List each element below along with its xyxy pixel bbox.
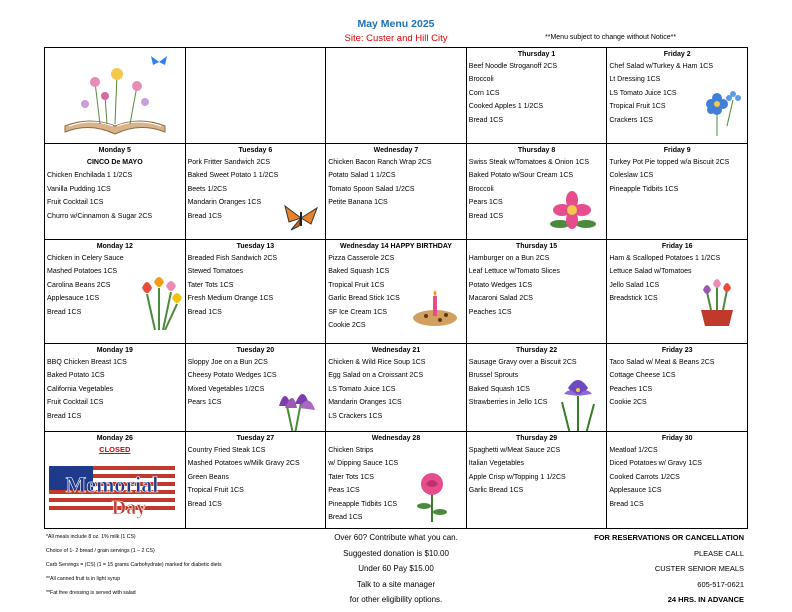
menu-item: Baked Squash 1CS [328,268,390,276]
menu-calendar [44,47,748,529]
day-cell [466,144,607,240]
day-cell [607,432,748,529]
menu-item: Ham & Scalloped Potatoes 1 1/2CS [609,255,721,262]
menu-item: Egg Salad on a Croissant 2CS [328,372,424,380]
menu-item: Tater Tots 1CS [328,473,374,481]
day-cell [466,432,607,529]
menu-item: Cottage Cheese 1CS [609,372,676,380]
day-cell [466,344,607,432]
week-row [45,432,748,529]
note-line: **Fat free dressing is served with salad [46,590,136,596]
menu-item: Cooked Carrots 1/2CS [609,473,680,481]
menu-item: Bread 1CS [328,514,363,522]
menu-item: Cookie 2CS [609,399,647,407]
menu-item: Sausage Gravy over a Biscuit 2CS [468,359,577,366]
menu-item: Carolina Beans 2CS [47,281,111,289]
donation-line: Talk to a site manager [356,579,436,589]
day-cell [326,48,467,144]
menu-item: Baked Squash 1CS [468,385,530,393]
menu-item: Baked Potato 1CS [47,372,105,380]
menu-item: Chicken Enchilada 1 1/2CS [47,172,133,180]
day-header: Tuesday 6 [238,147,273,154]
week-row [45,240,748,344]
tulip-pot-icon [695,278,739,328]
menu-item: Turkey Pot Pie topped w/a Biscuit 2CS [609,159,730,166]
day-header: Friday 30 [661,435,693,442]
menu-item: Cookie 2CS [328,322,366,330]
menu-item: Bread 1CS [187,500,222,508]
menu-item: Bread 1CS [468,116,504,124]
day-cell [45,240,186,344]
menu-item: Swiss Steak w/Tomatoes & Onion 1CS [468,159,589,166]
butterfly-icon [281,202,321,234]
cookie-candle-icon [410,288,460,328]
day-cell [185,144,326,240]
menu-item: Crackers 1CS [609,116,653,124]
menu-item: Applesauce 1CS [47,295,100,303]
menu-item: BBQ Chicken Breast 1CS [47,359,127,366]
note-line: **All canned fruit is in light syrup [46,576,121,582]
menu-item: Lt Dressing 1CS [609,76,661,84]
menu-item: Corn 1CS [468,89,500,97]
day-cell [607,240,748,344]
menu-item: Strawberries in Jello 1CS [468,399,548,407]
menu-item: Pizza Casserole 2CS [328,255,395,262]
menu-item: Applesauce 1CS [609,487,662,495]
day-cell [466,48,607,144]
day-cell [45,48,186,144]
day-cell [45,344,186,432]
day-header: Tuesday 27 [236,435,275,442]
pink-flower-icon [546,190,598,232]
week-row [45,144,748,240]
menu-item: Breadstick 1CS [609,295,658,303]
day-header: Monday 5 [98,147,131,154]
menu-item: Mandarin Oranges 1CS [328,399,402,407]
menu-item: Breaded Fish Sandwich 2CS [187,255,278,262]
tulips-icon [137,274,183,330]
menu-item: Garlic Bread Stick 1CS [328,295,400,303]
day-header: Thursday 8 [517,147,556,154]
day-header: Wednesday 21 [371,347,421,354]
reservation-line: FOR RESERVATIONS OR CANCELLATION [594,533,744,542]
menu-item: Sloppy Joe on a Bun 2CS [187,359,268,366]
day-cell [45,432,186,529]
day-word: Day [111,497,147,519]
closed-label: CLOSED [99,445,131,454]
day-cell [607,344,748,432]
day-header: Friday 2 [663,51,691,58]
menu-item: Pineapple Tidbits 1CS [609,185,679,193]
reservation-line: 24 HRS. IN ADVANCE [667,595,744,604]
memorial-day-icon [49,458,175,522]
reservation-line: PLEASE CALL [693,548,744,558]
menu-item: CINCO De MAYO [86,159,143,166]
phone-number: 605-517-0621 [697,579,744,589]
menu-item: Broccoli [468,76,494,84]
menu-item: Country Fried Steak 1CS [187,447,266,454]
day-header: Thursday 29 [515,435,558,442]
menu-item: Stewed Tomatoes [187,268,244,276]
day-cell [607,144,748,240]
menu-item: Chicken & Wild Rice Soup 1CS [328,359,426,366]
menu-item: Churro w/Cinnamon & Sugar 2CS [47,212,153,220]
menu-item: Apple Crisp w/Topping 1 1/2CS [468,473,566,481]
menu-item: Hamburger on a Bun 2CS [468,255,550,262]
menu-item: Bread 1CS [47,308,82,316]
menu-item: Potato Wedges 1CS [468,281,533,289]
day-header: Thursday 22 [515,347,558,354]
book-flowers-butterfly-icon [55,52,175,140]
menu-item: Broccoli [468,185,494,193]
day-header: Monday 26 [96,435,133,442]
menu-item: Italian Vegetables [468,460,525,468]
flag-graphic [49,458,175,522]
site-name: Site: Custer and Hill City [344,33,448,44]
menu-item: Chicken Bacon Ranch Wrap 2CS [328,159,432,166]
menu-item: Peas 1CS [328,487,360,495]
day-cell [45,144,186,240]
menu-item: Chicken Strips [328,447,374,454]
iris-icon [556,374,600,432]
menu-item: Cooked Apples 1 1/2CS [468,103,544,111]
menu-item: Mashed Potatoes w/Milk Gravy 2CS [187,460,300,468]
crocus-icon [269,382,319,432]
menu-item: Taco Salad w/ Meat & Beans 2CS [609,359,715,366]
menu-item: Lettuce Salad w/Tomatoes [609,268,692,276]
day-cell [185,344,326,432]
day-header: Friday 16 [661,243,693,250]
menu-item: Peaches 1CS [609,385,653,393]
blue-flowers-icon [697,86,743,136]
menu-item: Cheesy Potato Wedges 1CS [187,372,277,380]
menu-item: Chef Salad w/Turkey & Ham 1CS [609,63,713,70]
menu-item: Tropical Fruit 1CS [187,487,244,495]
menu-item: LS Tomato Juice 1CS [328,385,396,393]
day-header: Friday 23 [661,347,693,354]
donation-line: for other eligibility options. [349,595,443,604]
day-cell [466,240,607,344]
menu-item: LS Crackers 1CS [328,412,383,420]
day-header: Monday 12 [96,243,133,250]
menu-item: Macaroni Salad 2CS [468,295,533,303]
menu-item: Pork Fritter Sandwich 2CS [187,159,271,166]
donation-line: Under 60 Pay $15.00 [358,564,434,573]
menu-item: Petite Banana 1CS [328,199,388,207]
reservation-info [560,530,744,608]
menu-item: Tomato Spoon Salad 1/2CS [328,185,415,193]
menu-item: Leaf Lettuce w/Tomato Slices [468,268,560,276]
menu-item: Bread 1CS [468,212,504,220]
menu-item: Tropical Fruit 1CS [609,103,666,111]
rose-icon [412,470,452,522]
menu-item: Green Beans [187,473,229,481]
week-row [45,48,748,144]
menu-item: Peaches 1CS [468,308,512,316]
day-header: Tuesday 20 [236,347,275,354]
menu-item: Bread 1CS [187,308,222,316]
day-header: Thursday 15 [515,243,558,250]
day-header: Wednesday 7 [373,147,419,154]
nutrition-notes [46,530,306,600]
reservation-line: CUSTER SENIOR MEALS [654,564,744,573]
day-header: Tuesday 13 [236,243,275,250]
day-cell [185,48,326,144]
menu-item: Beef Noodle Stroganoff 2CS [468,63,557,70]
day-cell [607,48,748,144]
menu-item: Garlic Bread 1CS [468,487,524,495]
memorial-word: Memorial [65,472,159,497]
menu-item: w/ Dipping Sauce 1CS [328,460,399,468]
menu-item: Bread 1CS [187,212,222,220]
menu-item: California Vegetables [47,385,114,393]
menu-item: Spaghetti w/Meat Sauce 2CS [468,447,561,454]
change-notice: **Menu subject to change without Notice** [545,34,677,41]
menu-item: Baked Sweet Potato 1 1/2CS [187,172,279,180]
menu-title: May Menu 2025 [357,18,435,30]
menu-item: Jello Salad 1CS [609,281,660,289]
menu-item: Fresh Medium Orange 1CS [187,295,274,303]
menu-item: Coleslaw 1CS [609,172,654,180]
menu-item: Mixed Vegetables 1/2CS [187,385,265,393]
day-cell [185,240,326,344]
menu-item: Baked Potato w/Sour Cream 1CS [468,172,574,180]
menu-item: Brussel Sprouts [468,372,519,380]
day-header: Thursday 1 [517,51,556,58]
note-line: Choice of 1- 2 bread / grain servings (1 – 2 CS) [46,548,155,554]
menu-item: Beets 1/2CS [187,185,227,193]
day-cell [326,344,467,432]
donation-info [318,530,474,608]
note-line: Carb Servings = (CS) (1 = 15 grams Carbohydrate) marked for diabetic diets [46,562,222,568]
menu-item: Vanilla Pudding 1CS [47,185,111,193]
menu-item: Pears 1CS [187,399,222,407]
donation-line: Over 60? Contribute what you can. [334,533,458,542]
day-cell [185,432,326,529]
menu-item: Fruit Cocktail 1CS [47,199,104,207]
menu-item: Fruit Cocktail 1CS [47,399,104,407]
menu-item: Chicken in Celery Sauce [47,255,124,262]
menu-item: Meatloaf 1/2CS [609,447,658,454]
menu-item: LS Tomato Juice 1CS [609,89,677,97]
day-header: Wednesday 28 [371,435,421,442]
menu-item: Diced Potatoes w/ Gravy 1CS [609,460,702,468]
donation-line: Suggested donation is $10.00 [343,548,449,558]
day-header: Monday 19 [96,347,133,354]
day-cell [326,144,467,240]
menu-item: Bread 1CS [47,412,82,420]
menu-item: Potato Salad 1 1/2CS [328,172,396,180]
menu-item: Tropical Fruit 1CS [328,281,385,289]
note-line: *All meals include 8 oz. 1% milk (1 CS) [46,534,136,540]
menu-item: Bread 1CS [609,500,644,508]
day-cell [326,432,467,529]
menu-item: Tater Tots 1CS [187,281,234,289]
week-row [45,344,748,432]
menu-item: Mashed Potatoes 1CS [47,268,118,276]
day-header: Wednesday 14 HAPPY BIRTHDAY [340,243,452,250]
day-cell [326,240,467,344]
menu-item: Mandarin Oranges 1CS [187,199,262,207]
day-header: Friday 9 [663,147,691,154]
menu-item: SF Ice Cream 1CS [328,308,387,316]
menu-item: Pineapple Tidbits 1CS [328,500,398,508]
menu-item: Pears 1CS [468,199,503,207]
